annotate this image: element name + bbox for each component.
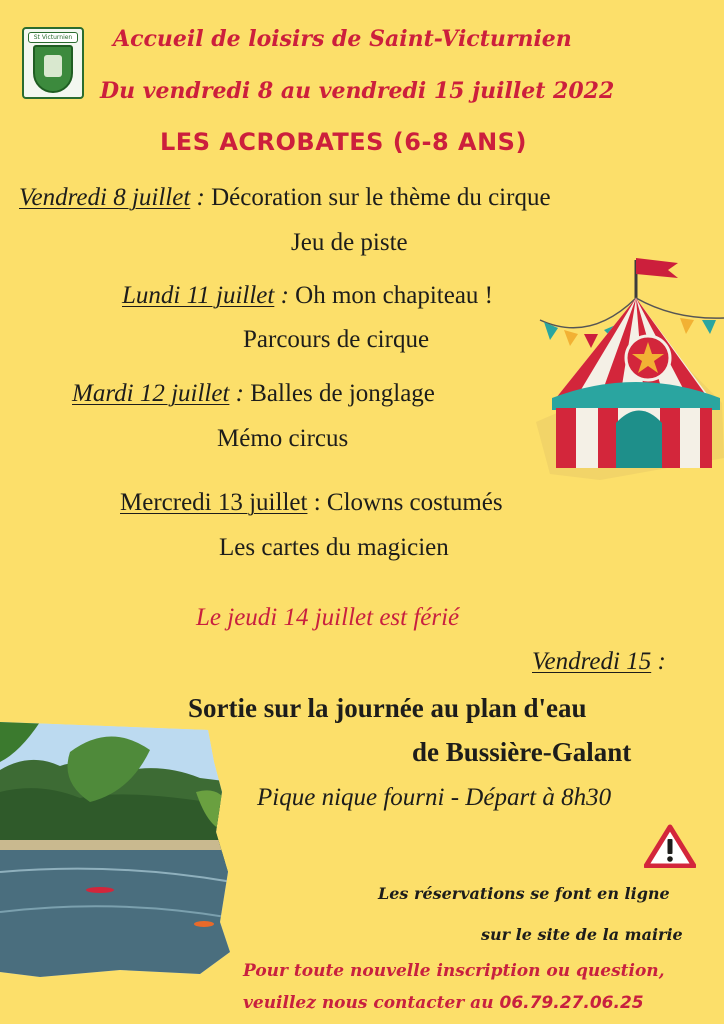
- schedule-row-1: [19, 184, 551, 212]
- activity-2: Les cartes du magicien: [219, 534, 449, 561]
- day-label: Mercredi 13 juillet: [120, 489, 308, 516]
- booking-line-1: Les réservations se font en ligne: [378, 884, 670, 903]
- day-label: Lundi 11 juillet: [122, 282, 275, 309]
- title-line-2: Du vendredi 8 au vendredi 15 juillet 2022: [100, 78, 615, 104]
- activity: Décoration sur le thème du cirque: [211, 184, 551, 211]
- separator: :: [190, 184, 212, 211]
- lake-photo: [0, 722, 232, 977]
- outing-line-1: Sortie sur la journée au plan d'eau: [188, 693, 587, 723]
- group-title: LES ACROBATES (6-8 ANS): [160, 128, 527, 156]
- activity-2: Parcours de cirque: [243, 326, 430, 353]
- activity: Oh mon chapiteau !: [295, 282, 494, 309]
- schedule-row-2: [122, 282, 493, 310]
- day-label: Vendredi 15: [532, 648, 652, 675]
- friday-heading: [532, 648, 666, 676]
- day-label: Vendredi 8 juillet: [19, 184, 191, 211]
- warning-triangle-icon: [644, 824, 696, 868]
- separator: :: [274, 282, 296, 309]
- outing-line-2: de Bussière-Galant: [412, 737, 632, 767]
- phone-number: 06.79.27.06.25: [499, 993, 644, 1013]
- town-logo: [22, 27, 84, 99]
- schedule-row-3: [72, 380, 435, 408]
- outing-details: Pique nique fourni - Départ à 8h30: [257, 784, 612, 811]
- coat-of-arms-icon: [33, 45, 73, 93]
- booking-line-2: sur le site de la mairie: [481, 925, 683, 944]
- circus-tent-icon: [530, 248, 724, 480]
- holiday-note: Le jeudi 14 juillet est férié: [196, 604, 460, 631]
- activity: Clowns costumés: [326, 489, 503, 516]
- activity: Balles de jonglage: [250, 380, 435, 407]
- day-label: Mardi 12 juillet: [72, 380, 230, 407]
- separator: :: [229, 380, 251, 407]
- contact-line-2: [243, 993, 644, 1013]
- activity-2: Jeu de piste: [291, 229, 408, 256]
- contact-prefix: veuillez nous contacter au: [243, 993, 500, 1013]
- title-line-1: Accueil de loisirs de Saint-Victurnien: [113, 26, 572, 52]
- separator: :: [651, 648, 666, 675]
- contact-line-1: Pour toute nouvelle inscription ou question,: [243, 961, 665, 981]
- activity-2: Mémo circus: [217, 425, 349, 452]
- separator: :: [307, 489, 327, 516]
- schedule-row-4: [120, 489, 503, 517]
- logo-banner: St Victurnien: [28, 32, 78, 43]
